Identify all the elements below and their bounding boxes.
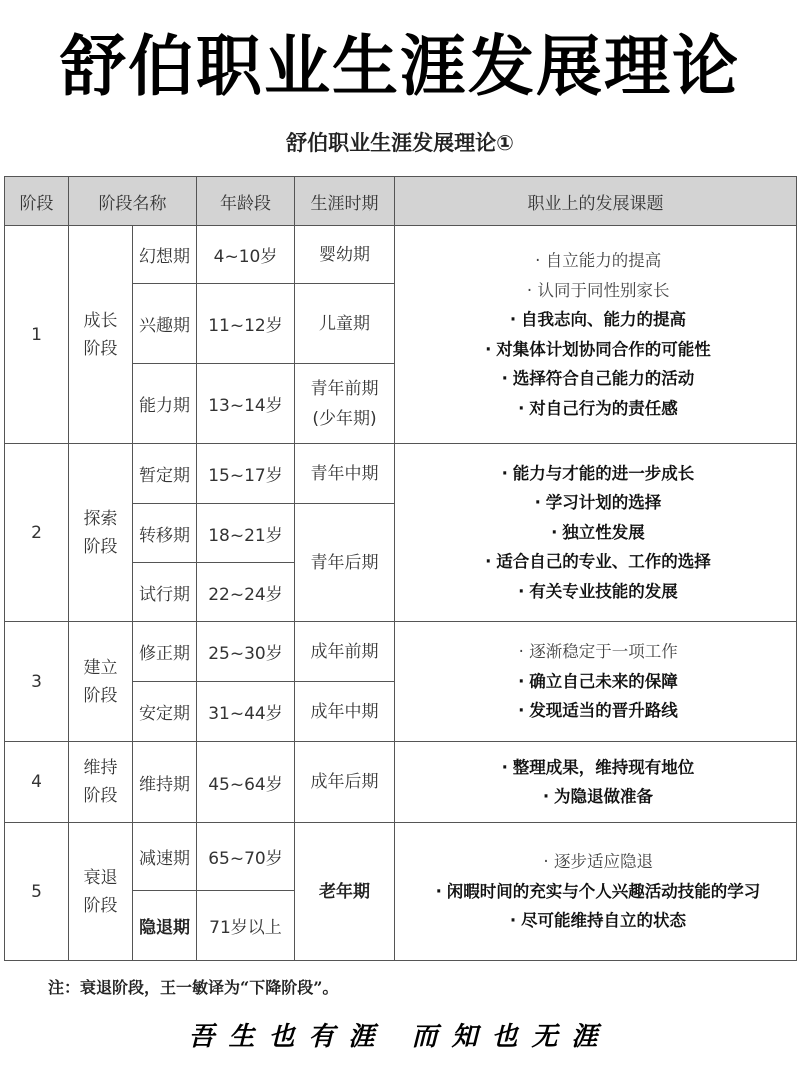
stage-number: 3 bbox=[5, 622, 69, 742]
bullet-icon: · bbox=[542, 787, 550, 806]
phase-name: 减速期 bbox=[133, 823, 197, 891]
career-period: 青年前期 (少年期) bbox=[295, 364, 395, 444]
career-period: 成年中期 bbox=[295, 682, 395, 742]
phase-name: 维持期 bbox=[133, 742, 197, 823]
table-row bbox=[5, 742, 797, 823]
task-item bbox=[395, 394, 796, 424]
bullet-icon: · bbox=[501, 757, 508, 777]
career-period: 老年期 bbox=[295, 823, 395, 961]
task-item bbox=[395, 335, 796, 365]
footer-motto: 吾生也有涯 而知也无涯 bbox=[188, 1022, 612, 1052]
task-item bbox=[395, 696, 796, 726]
task-item bbox=[395, 518, 796, 548]
bullet-icon: · bbox=[485, 339, 492, 359]
career-period: 青年中期 bbox=[295, 444, 395, 504]
task-text: 有关专业技能的发展 bbox=[529, 581, 678, 601]
age-range: 15~17岁 bbox=[197, 444, 295, 504]
task-text: 适合自己的专业、工作的选择 bbox=[496, 552, 711, 572]
bullet-icon: · bbox=[501, 463, 508, 483]
stage-name: 建立 阶段 bbox=[69, 622, 133, 742]
task-text: 学习计划的选择 bbox=[545, 493, 662, 513]
bullet-icon: · bbox=[551, 522, 558, 542]
task-text: 尽可能维持自立的状态 bbox=[521, 911, 686, 931]
task-text: 为隐退做准备 bbox=[554, 787, 653, 806]
bullet-icon: · bbox=[518, 642, 524, 662]
career-period: 成年后期 bbox=[295, 742, 395, 823]
phase-name: 试行期 bbox=[133, 563, 197, 622]
age-range: 11~12岁 bbox=[197, 284, 295, 364]
bullet-icon: · bbox=[535, 251, 541, 270]
table-row bbox=[5, 444, 797, 504]
stage-name: 衰退 阶段 bbox=[69, 823, 133, 961]
task-list bbox=[395, 226, 797, 444]
phase-name: 安定期 bbox=[133, 682, 197, 742]
task-list bbox=[395, 742, 797, 823]
bullet-icon: · bbox=[534, 493, 541, 513]
phase-name: 兴趣期 bbox=[133, 284, 197, 364]
career-period: 婴幼期 bbox=[295, 226, 395, 284]
task-item bbox=[395, 276, 796, 306]
task-item bbox=[395, 459, 796, 489]
table-header-row bbox=[5, 177, 797, 226]
bullet-icon: · bbox=[501, 369, 508, 388]
career-period: 青年后期 bbox=[295, 504, 395, 622]
bullet-icon: · bbox=[518, 671, 525, 691]
stage-number: 4 bbox=[5, 742, 69, 823]
header-stage-name: 阶段名称 bbox=[69, 177, 197, 226]
table-title: 舒伯职业生涯发展理论① bbox=[286, 131, 514, 155]
age-range: 71岁以上 bbox=[197, 891, 295, 961]
table-row bbox=[5, 226, 797, 284]
age-range: 18~21岁 bbox=[197, 504, 295, 563]
age-range: 13~14岁 bbox=[197, 364, 295, 444]
task-item bbox=[395, 877, 796, 907]
task-item bbox=[395, 906, 796, 936]
task-text: 发现适当的晋升路线 bbox=[529, 701, 678, 721]
phase-name: 隐退期 bbox=[133, 891, 197, 961]
bullet-icon: · bbox=[518, 398, 525, 418]
header-age: 年龄段 bbox=[197, 177, 295, 226]
stage-number: 2 bbox=[5, 444, 69, 622]
task-text: 独立性发展 bbox=[562, 522, 645, 542]
task-text: 能力与才能的进一步成长 bbox=[512, 463, 695, 483]
bullet-icon: · bbox=[435, 881, 442, 901]
task-text: 逐步适应隐退 bbox=[554, 852, 653, 872]
phase-name: 转移期 bbox=[133, 504, 197, 563]
task-text: 整理成果，维持现有地位 bbox=[512, 757, 695, 777]
bullet-icon: · bbox=[518, 701, 525, 721]
header-stage: 阶段 bbox=[5, 177, 69, 226]
task-item bbox=[395, 637, 796, 667]
stage-name: 成长 阶段 bbox=[69, 226, 133, 444]
task-text: 对自己行为的责任感 bbox=[529, 398, 678, 418]
task-item bbox=[395, 364, 796, 394]
task-list bbox=[395, 444, 797, 622]
task-item bbox=[395, 577, 796, 607]
stage-name: 维持 阶段 bbox=[69, 742, 133, 823]
age-range: 4~10岁 bbox=[197, 226, 295, 284]
bullet-icon: · bbox=[509, 911, 517, 931]
page-title: 舒伯职业生涯发展理论 bbox=[60, 28, 740, 105]
task-item bbox=[395, 667, 796, 697]
phase-name: 暂定期 bbox=[133, 444, 197, 504]
table-row bbox=[5, 622, 797, 682]
age-range: 22~24岁 bbox=[197, 563, 295, 622]
task-item bbox=[395, 782, 796, 812]
phase-name: 幻想期 bbox=[133, 226, 197, 284]
task-text: 自立能力的提高 bbox=[545, 251, 662, 270]
stage-number: 5 bbox=[5, 823, 69, 961]
career-stage-table bbox=[4, 176, 797, 961]
header-period: 生涯时期 bbox=[295, 177, 395, 226]
age-range: 65~70岁 bbox=[197, 823, 295, 891]
task-text: 认同于同性别家长 bbox=[537, 280, 670, 300]
age-range: 25~30岁 bbox=[197, 622, 295, 682]
task-text: 逐渐稳定于一项工作 bbox=[529, 642, 678, 662]
stage-name: 探索 阶段 bbox=[69, 444, 133, 622]
task-text: 选择符合自己能力的活动 bbox=[512, 369, 695, 388]
task-item bbox=[395, 246, 796, 276]
task-text: 闲暇时间的充实与个人兴趣活动技能的学习 bbox=[446, 881, 761, 901]
task-item bbox=[395, 488, 796, 518]
career-period: 成年前期 bbox=[295, 622, 395, 682]
stage-number: 1 bbox=[5, 226, 69, 444]
task-list bbox=[395, 622, 797, 742]
task-item bbox=[395, 753, 796, 783]
bullet-icon: · bbox=[526, 280, 533, 300]
career-period: 儿童期 bbox=[295, 284, 395, 364]
task-text: 自我志向、能力的提高 bbox=[521, 310, 686, 329]
phase-name: 能力期 bbox=[133, 364, 197, 444]
table-row bbox=[5, 823, 797, 891]
task-text: 对集体计划协同合作的可能性 bbox=[496, 339, 711, 359]
bullet-icon: · bbox=[518, 581, 525, 601]
age-range: 45~64岁 bbox=[197, 742, 295, 823]
task-list bbox=[395, 823, 797, 961]
task-item bbox=[395, 305, 796, 335]
phase-name: 修正期 bbox=[133, 622, 197, 682]
bullet-icon: · bbox=[509, 310, 517, 329]
footnote: 注：衰退阶段，王一敏译为“下降阶段”。 bbox=[48, 978, 339, 997]
task-item bbox=[395, 847, 796, 877]
bullet-icon: · bbox=[543, 852, 549, 872]
age-range: 31~44岁 bbox=[197, 682, 295, 742]
header-tasks: 职业上的发展课题 bbox=[395, 177, 797, 226]
task-text: 确立自己未来的保障 bbox=[529, 671, 678, 691]
task-item bbox=[395, 547, 796, 577]
bullet-icon: · bbox=[485, 552, 492, 572]
